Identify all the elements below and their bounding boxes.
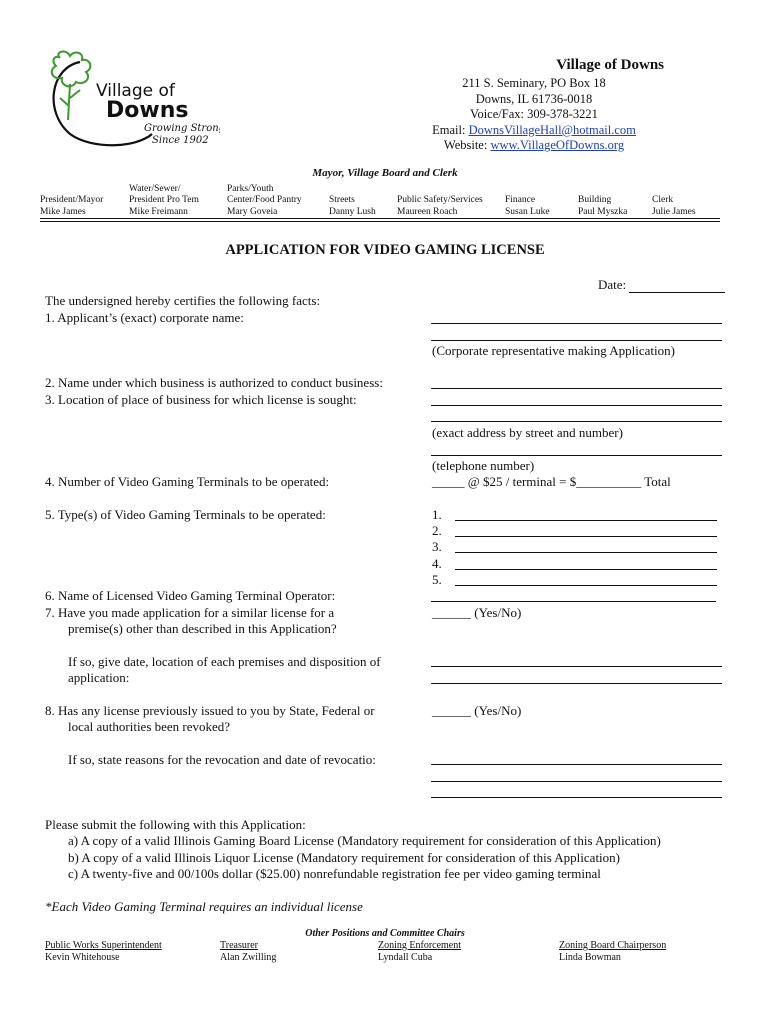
question-8-followup: If so, state reasons for the revocation and date of revocatio: (68, 752, 376, 767)
board-member-role-2: President Pro Tem (129, 195, 199, 205)
question-2: 2. Name under which business is authorized to conduct business: (45, 375, 383, 390)
chair-name: Lyndall Cuba (378, 952, 433, 963)
board-member (397, 195, 483, 218)
board-member (652, 195, 696, 218)
board-member (227, 184, 302, 219)
chair-name: Alan Zwilling (220, 952, 277, 963)
board-member (505, 195, 550, 218)
previous-application-field-2[interactable] (431, 683, 722, 684)
terminal-type-number: 4. (432, 556, 442, 571)
village-name-heading: Village of Downs (556, 57, 664, 73)
board-member-name: Mike Freimann (129, 206, 188, 217)
board-member-role: Streets (329, 195, 355, 205)
board-members (40, 182, 720, 218)
board-member (129, 184, 199, 219)
revocation-reason-field-2[interactable] (431, 781, 722, 782)
svg-text:Growing Strong: Growing Strong (144, 123, 220, 134)
question-7: 7. Have you made application for a similar license for a (45, 605, 335, 620)
previous-application-field-1[interactable] (431, 666, 722, 667)
board-member-role: Finance (505, 195, 536, 205)
terminal-type-field-2[interactable] (455, 536, 717, 537)
telephone-note: (telephone number) (432, 458, 535, 473)
email-line (404, 123, 664, 139)
submit-item: a) A copy of a valid Illinois Gaming Board License (Mandatory requirement for consideration of this Application) (68, 833, 661, 848)
chair-entry (378, 940, 461, 964)
question-1: 1. Applicant’s (exact) corporate name: (45, 310, 244, 325)
board-member-role: Parks/Youth (227, 183, 274, 194)
board-member-name: Danny Lush (329, 206, 376, 217)
operator-name-field[interactable] (431, 601, 716, 602)
terminal-fee-calculation[interactable]: _____ @ $25 / terminal = $__________ Total (432, 474, 671, 489)
chair-name: Kevin Whitehouse (45, 952, 120, 963)
chairs-heading: Other Positions and Committee Chairs (305, 928, 465, 939)
chair-role: Zoning Enforcement (378, 940, 462, 951)
submit-intro: Please submit the following with this Application: (45, 817, 306, 832)
address-line-2: Downs, IL 61736-0018 (475, 91, 593, 106)
terminal-type-number: 5. (432, 572, 442, 587)
board-member (329, 195, 376, 218)
email-label: Email: (432, 122, 469, 137)
board-member-name: Mike James (40, 206, 86, 217)
terminal-type-number: 2. (432, 523, 442, 538)
board-member-name: Paul Myszka (578, 206, 628, 217)
date-label: Date: (598, 277, 627, 292)
question-7-followup: If so, give date, location of each premises and disposition of (68, 654, 381, 669)
board-member-name: Maureen Roach (397, 206, 458, 217)
board-member (40, 195, 103, 218)
question-8-continued: local authorities been revoked? (68, 719, 231, 734)
terminal-type-number: 3. (432, 539, 442, 554)
footnote: *Each Video Gaming Terminal requires an individual license (45, 899, 363, 914)
business-location-field[interactable] (431, 405, 722, 406)
chair-entry (220, 940, 276, 964)
question-3: 3. Location of place of business for which license is sought: (45, 392, 357, 407)
intro-text: The undersigned hereby certifies the following facts: (45, 293, 321, 308)
address-line-1: 211 S. Seminary, PO Box 18 (462, 76, 606, 90)
website-label: Website: (443, 138, 491, 153)
svg-text:Downs: Downs (106, 98, 189, 123)
business-location-field-2[interactable] (431, 421, 722, 422)
submit-item: c) A twenty-five and 00/100s dollar ($25.00) nonrefundable registration fee per video gaming terminal (68, 866, 601, 881)
divider (40, 218, 720, 219)
address-note: (exact address by street and number) (432, 425, 623, 440)
board-member-role: Clerk (652, 195, 674, 205)
email-link[interactable]: DownsVillageHall@hotmail.com (468, 122, 636, 137)
tree-logo-icon (40, 50, 220, 150)
terminal-type-field-3[interactable] (455, 552, 717, 553)
contact-block (404, 76, 664, 154)
terminal-type-number: 1. (432, 507, 442, 522)
question-7-answer[interactable]: ______ (Yes/No) (432, 605, 522, 620)
board-member-role: Public Safety/Services (397, 195, 483, 205)
chair-role: Treasurer (220, 940, 258, 951)
chair-role: Public Works Superintendent (45, 940, 162, 951)
chair-entry (559, 940, 666, 964)
revocation-reason-field-1[interactable] (431, 764, 722, 765)
corporate-representative-note: (Corporate representative making Application) (432, 343, 675, 358)
board-member-role: Building (578, 195, 612, 205)
question-6: 6. Name of Licensed Video Gaming Terminal Operator: (45, 588, 336, 603)
terminal-type-field-1[interactable] (455, 520, 717, 521)
board-member-role-2: Center/Food Pantry (227, 195, 302, 205)
question-8: 8. Has any license previously issued to you by State, Federal or (45, 703, 375, 718)
business-name-field[interactable] (431, 388, 722, 389)
village-logo (40, 50, 220, 150)
question-7-followup-continued: application: (68, 670, 130, 685)
board-member-name: Mary Goveia (227, 206, 278, 217)
question-7-continued: premise(s) other than described in this Application? (68, 621, 337, 636)
question-8-answer[interactable]: ______ (Yes/No) (432, 703, 522, 718)
board-member-role: Water/Sewer/ (129, 183, 181, 194)
form-title: APPLICATION FOR VIDEO GAMING LICENSE (225, 242, 545, 258)
chair-name: Linda Bowman (559, 952, 621, 963)
corporate-name-field[interactable] (431, 323, 722, 324)
revocation-reason-field-3[interactable] (431, 797, 722, 798)
chair-role: Zoning Board Chairperson (559, 940, 667, 951)
svg-text:Village of: Village of (96, 81, 175, 101)
divider (40, 221, 720, 222)
board-member-role: President/Mayor (40, 195, 104, 205)
website-line (404, 138, 664, 154)
submit-item: b) A copy of a valid Illinois Liquor License (Mandatory requirement for consideration of this Application) (68, 850, 620, 865)
question-4: 4. Number of Video Gaming Terminals to be operated: (45, 474, 330, 489)
board-heading: Mayor, Village Board and Clerk (312, 167, 458, 179)
question-5: 5. Type(s) of Video Gaming Terminals to be operated: (45, 507, 326, 522)
chair-entry (45, 940, 162, 964)
corporate-representative-field[interactable] (431, 340, 722, 341)
phone-line: Voice/Fax: 309-378-3221 (470, 107, 598, 122)
terminal-type-field-5[interactable] (455, 585, 717, 586)
board-member-name: Julie James (652, 206, 696, 217)
date-field[interactable] (629, 292, 725, 293)
terminal-type-field-4[interactable] (455, 569, 717, 570)
telephone-field[interactable] (431, 455, 722, 456)
svg-text:Since 1902: Since 1902 (152, 135, 209, 146)
board-member (578, 195, 627, 218)
website-link[interactable]: www.VillageOfDowns.org (490, 138, 625, 153)
board-member-name: Susan Luke (505, 206, 550, 217)
